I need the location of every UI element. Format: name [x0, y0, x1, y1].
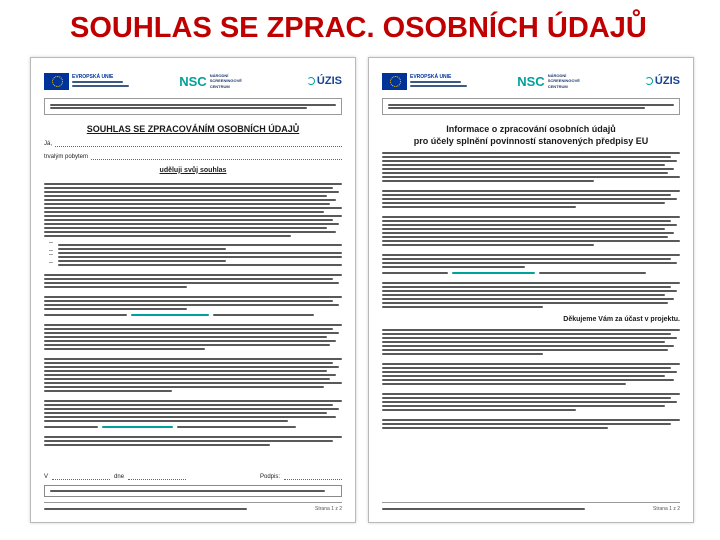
eu-logo-label: EVROPSKÁ UNIE — [72, 73, 114, 80]
text-line — [410, 81, 461, 83]
nsc-logo-label: NÁRODNÍ SCREENINGOVÉ CENTRUM — [209, 72, 242, 89]
hyperlink-text — [102, 426, 174, 428]
eu-flag-icon — [44, 73, 69, 90]
text-line — [44, 390, 172, 392]
bullet-item — [58, 264, 342, 266]
text-line — [44, 278, 333, 280]
uzis-swirl-icon — [645, 77, 653, 85]
text-line — [72, 81, 123, 83]
text-line — [44, 227, 327, 229]
text-line — [382, 228, 665, 230]
text-line — [58, 252, 342, 254]
text-line — [72, 85, 129, 87]
text-line — [213, 314, 314, 316]
text-line — [44, 332, 339, 334]
text-line — [382, 272, 448, 274]
text-line — [382, 262, 677, 264]
text-line — [44, 404, 333, 406]
text-line — [44, 199, 336, 201]
text-line — [382, 349, 668, 351]
text-line — [382, 367, 671, 369]
text-line — [382, 419, 680, 421]
text-line — [44, 344, 330, 346]
text-line — [382, 371, 677, 373]
name-field-label: Já, — [44, 140, 53, 147]
text-line — [382, 302, 668, 304]
bullet-item — [58, 256, 342, 262]
paragraph — [44, 322, 342, 352]
address-field-label: trvalým pobytem — [44, 153, 89, 160]
text-line — [382, 353, 543, 355]
text-line — [44, 366, 339, 368]
paragraph — [44, 398, 342, 424]
text-line — [44, 195, 327, 197]
document-title-line2: pro účely splnění povinností stanovených předpisy EU — [413, 135, 649, 146]
text-line — [44, 370, 327, 372]
text-line — [382, 294, 665, 296]
text-line — [382, 258, 671, 260]
declaration-box — [44, 485, 342, 497]
text-line — [382, 160, 677, 162]
text-line — [410, 85, 467, 87]
text-line — [44, 235, 291, 237]
page-number: Strana 1 z 2 — [315, 506, 342, 512]
document-title: SOUHLAS SE ZPRACOVÁNÍM OSOBNÍCH ÚDAJŮ — [86, 123, 300, 134]
text-line — [382, 232, 674, 234]
text-line — [382, 405, 665, 407]
eu-flag-icon — [382, 73, 407, 90]
paragraph — [382, 417, 680, 431]
text-line — [382, 337, 677, 339]
address-fill-line — [91, 154, 342, 160]
text-line — [382, 286, 671, 288]
document-header — [382, 68, 680, 94]
text-line — [382, 190, 680, 192]
text-line — [382, 156, 671, 158]
text-line — [44, 231, 336, 233]
text-line — [382, 206, 576, 208]
paragraph — [382, 361, 680, 387]
footer-text-line — [382, 508, 585, 510]
paragraph — [44, 434, 342, 448]
consent-statement: uděluji svůj souhlas — [159, 166, 227, 174]
text-line — [44, 444, 270, 446]
text-line — [44, 400, 342, 402]
paragraph — [44, 356, 342, 394]
text-line — [382, 194, 671, 196]
text-line — [50, 104, 336, 106]
signature-date-line — [128, 474, 186, 480]
name-fill-line — [55, 141, 342, 147]
text-line — [382, 397, 671, 399]
footer-text-line — [44, 508, 247, 510]
text-line — [382, 180, 594, 182]
text-line — [44, 296, 342, 298]
text-line — [44, 215, 342, 217]
funding-banner — [382, 98, 680, 115]
hyperlink-text — [452, 272, 535, 274]
text-line — [382, 172, 668, 174]
text-line — [44, 286, 187, 288]
signature-place-label: V — [44, 474, 49, 480]
eu-logo — [382, 73, 470, 90]
text-line — [382, 375, 665, 377]
text-line — [382, 341, 665, 343]
address-field-row — [44, 154, 342, 160]
text-line — [44, 274, 342, 276]
text-line — [58, 264, 342, 266]
text-line — [44, 207, 342, 209]
signature-date-label: dne — [114, 474, 125, 480]
text-line — [44, 324, 342, 326]
paragraph — [44, 272, 342, 290]
text-line — [44, 304, 339, 306]
eu-logo-label: EVROPSKÁ UNIE — [410, 73, 452, 80]
slide-title: SOUHLAS SE ZPRAC. OSOBNÍCH ÚDAJŮ — [70, 12, 647, 44]
text-line — [44, 282, 339, 284]
paragraph — [382, 252, 680, 270]
text-line — [44, 183, 342, 185]
bullet-list — [58, 242, 342, 268]
paragraph — [44, 181, 342, 239]
eu-logo — [44, 73, 132, 90]
paragraph — [44, 294, 342, 312]
page-footer — [44, 502, 342, 512]
text-line — [58, 256, 342, 258]
bullet-item — [58, 244, 342, 250]
paragraph — [382, 280, 680, 310]
text-line — [382, 240, 680, 242]
text-line — [382, 254, 680, 256]
text-line — [44, 412, 327, 414]
text-line — [382, 244, 594, 246]
text-line — [44, 300, 333, 302]
paragraph — [382, 327, 680, 357]
info-document-page — [368, 57, 694, 523]
nsc-logo — [179, 73, 259, 90]
text-line — [44, 386, 324, 388]
text-line — [44, 436, 342, 438]
name-field-row — [44, 141, 342, 147]
text-line — [44, 420, 288, 422]
paragraph — [382, 150, 680, 184]
hyperlink-text — [131, 314, 208, 316]
text-line — [44, 328, 333, 330]
text-line — [44, 219, 333, 221]
text-line — [50, 490, 325, 492]
text-line — [382, 202, 665, 204]
text-line — [58, 260, 226, 262]
text-line — [44, 440, 333, 442]
nsc-logo-abbr: NSC — [179, 73, 207, 89]
text-line — [44, 223, 339, 225]
uzis-swirl-icon — [307, 77, 315, 85]
funding-banner — [44, 98, 342, 115]
text-line — [44, 426, 98, 428]
text-line — [388, 107, 645, 109]
text-line — [382, 401, 677, 403]
text-line — [388, 104, 674, 106]
text-line — [382, 266, 525, 268]
text-line — [44, 203, 330, 205]
text-line — [44, 348, 205, 350]
paragraph-line-with-link — [382, 272, 680, 274]
signature-sign-line — [284, 474, 342, 480]
text-line — [382, 427, 608, 429]
uzis-logo-label: ÚZIS — [316, 74, 342, 87]
uzis-logo — [645, 76, 680, 87]
text-line — [382, 290, 677, 292]
text-line — [382, 224, 677, 226]
nsc-logo — [517, 73, 597, 90]
text-line — [382, 168, 674, 170]
uzis-logo-label: ÚZIS — [654, 74, 680, 87]
text-line — [44, 382, 342, 384]
consent-document-page — [30, 57, 356, 523]
text-line — [382, 329, 680, 331]
thanks-statement: Děkujeme Vám za účast v projektu. — [563, 315, 680, 323]
nsc-logo-label: NÁRODNÍ SCREENINGOVÉ CENTRUM — [547, 72, 580, 89]
text-line — [382, 220, 671, 222]
signature-row — [44, 474, 342, 480]
paragraph — [382, 188, 680, 210]
text-line — [382, 383, 626, 385]
text-line — [382, 198, 677, 200]
text-line — [382, 282, 680, 284]
text-line — [382, 423, 671, 425]
text-line — [44, 211, 324, 213]
text-line — [58, 244, 342, 246]
text-line — [44, 416, 336, 418]
text-line — [44, 314, 127, 316]
nsc-logo-abbr: NSC — [517, 73, 545, 89]
bullet-item — [58, 252, 342, 254]
signature-place-line — [52, 474, 110, 480]
text-line — [44, 358, 342, 360]
text-line — [382, 345, 674, 347]
text-line — [382, 363, 680, 365]
text-line — [44, 308, 187, 310]
paragraph — [382, 214, 680, 248]
text-line — [539, 272, 646, 274]
text-line — [44, 408, 339, 410]
text-line — [382, 164, 665, 166]
text-line — [382, 393, 680, 395]
text-line — [177, 426, 296, 428]
paragraph-line-with-link — [44, 426, 342, 428]
paragraph — [382, 391, 680, 413]
page-footer — [382, 502, 680, 512]
text-line — [382, 306, 543, 308]
page-number: Strana 1 z 2 — [653, 506, 680, 512]
text-line — [50, 107, 307, 109]
text-line — [382, 176, 680, 178]
text-line — [58, 248, 226, 250]
text-line — [382, 216, 680, 218]
text-line — [44, 374, 336, 376]
document-header — [44, 68, 342, 94]
text-line — [44, 336, 327, 338]
text-line — [44, 362, 333, 364]
text-line — [44, 340, 336, 342]
document-title-line1: Informace o zpracování osobních údajů — [446, 123, 616, 134]
paragraph-line-with-link — [44, 314, 342, 316]
text-line — [382, 298, 674, 300]
uzis-logo — [307, 76, 342, 87]
text-line — [382, 333, 671, 335]
text-line — [44, 187, 333, 189]
text-line — [44, 191, 339, 193]
text-line — [382, 152, 680, 154]
text-line — [382, 409, 576, 411]
text-line — [382, 379, 674, 381]
text-line — [44, 378, 330, 380]
text-line — [382, 236, 668, 238]
signature-sign-label: Podpis: — [259, 474, 280, 480]
